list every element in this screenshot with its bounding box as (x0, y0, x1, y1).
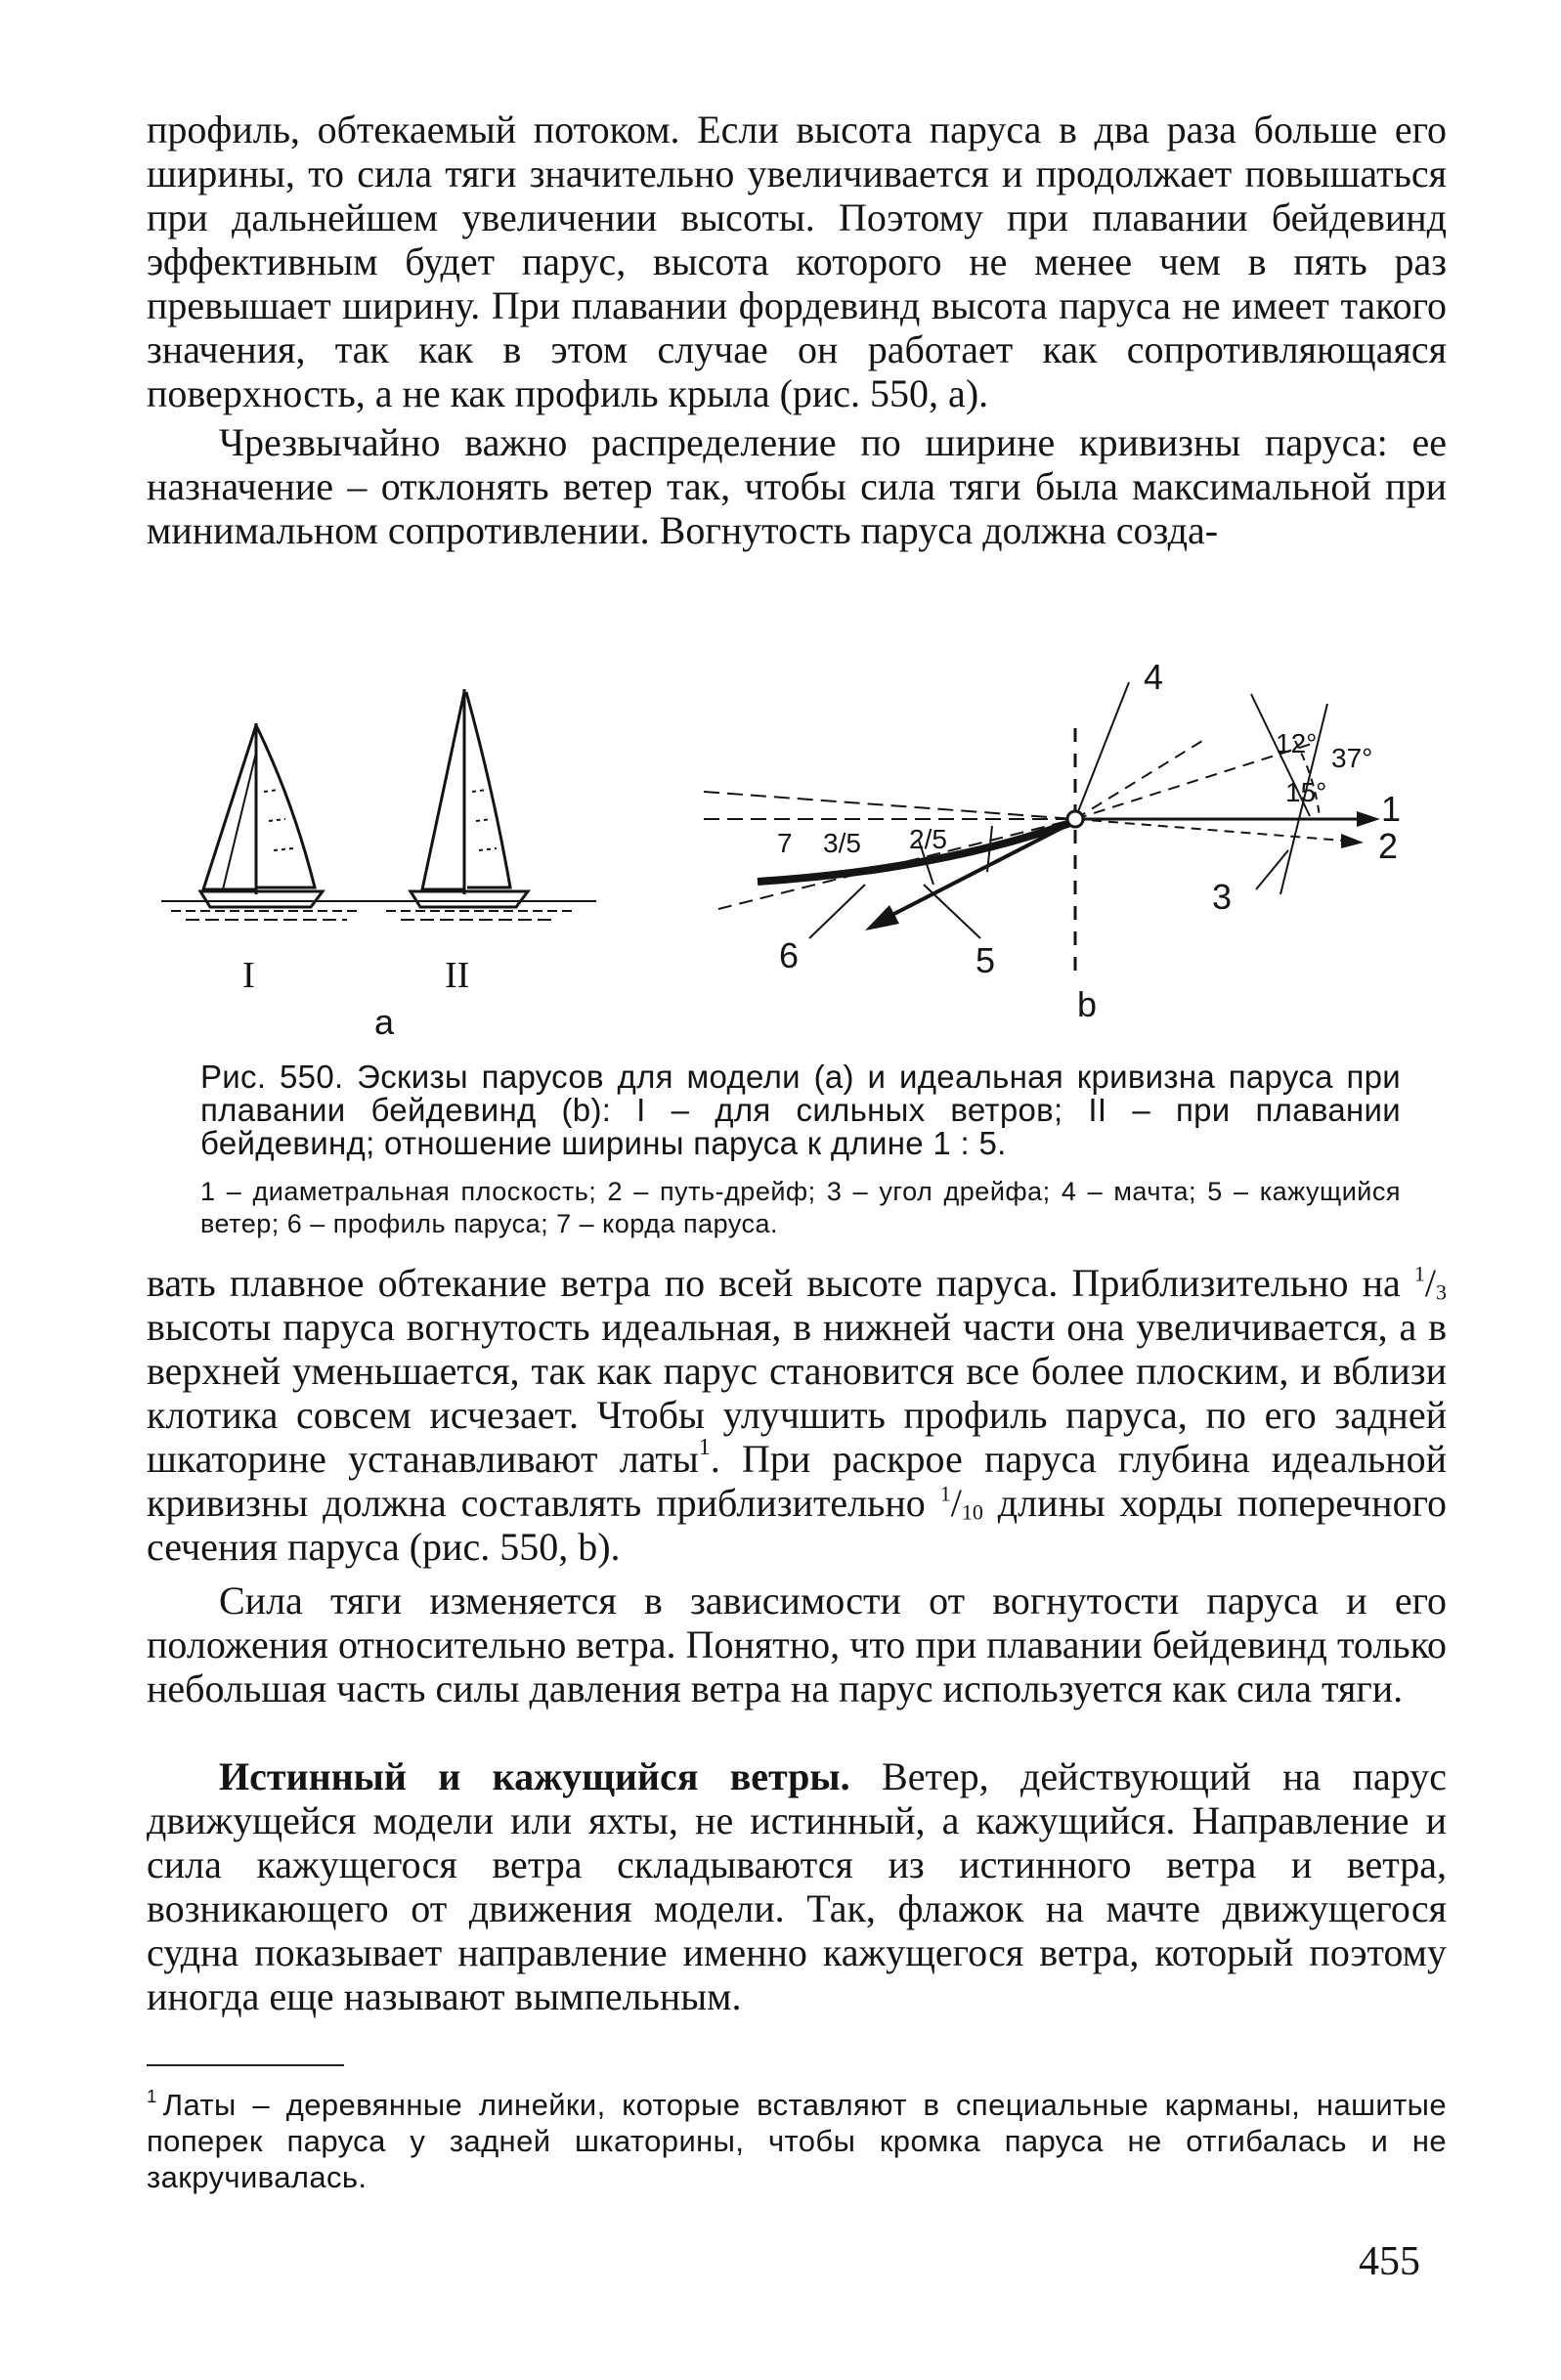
text-run: высоты паруса вогнутость идеальная, в нижней части она увеличивается, а в верхней уменьшается, так как парус становится все более плоским, и вблизи клотика совсем исчезает. Чтобы улучшить профиль паруса, по его задней шкаторине устанавливают латы (147, 1305, 1447, 1481)
fraction-one-tenth: $^1/_{10}$ (939, 1481, 983, 1525)
label-angle-12: 12° (1276, 728, 1318, 758)
paragraph-5 (147, 1754, 1447, 2018)
arrow-1-head (1357, 811, 1380, 827)
footnote-text: Латы – деревянные линейки, которые вставляют в специальные карманы, нашитые поперек паруса у задней шкаторины, чтобы кромка паруса не отгибалась и не закручивалась. (147, 2088, 1447, 2194)
label-angle-15: 15° (1285, 777, 1327, 807)
sail-sketch-I (161, 723, 381, 920)
panel-b-label: b (1077, 984, 1098, 1024)
label-5: 5 (976, 940, 996, 980)
hull (200, 891, 323, 907)
caption-legend: 1 – диаметральная плоскость; 2 – путь-дрейф; 3 – угол дрейфа; 4 – мачта; 5 – кажущийся ветер; 6 – профиль паруса; 7 – корда паруса. (200, 1177, 1401, 1238)
label-frac-3-5: 3/5 (823, 828, 861, 858)
figure-caption (200, 1060, 1401, 1267)
text-run: длины хорды поперечного сечения паруса (рис. 550, b). (147, 1481, 1447, 1569)
footnote-divider (147, 2064, 344, 2066)
text-run: Ветер, действующий на парус движущейся модели или яхты, не истинный, а кажущийся. Направление и сила кажущегося ветра складываются из истинного ветра и ветра, возникающего от движения модели. Так, флажок на мачте движущегося судна показывает направление именно кажущегося ветра, который поэтому иногда еще называют вымпельным. (147, 1754, 1447, 2018)
paragraph-3 (147, 1261, 1447, 1569)
page-number: 455 (1359, 2239, 1420, 2284)
sail-sketch-II (371, 689, 596, 920)
fraction-one-third: $^1/_3$ (1413, 1261, 1447, 1305)
label-angle-37: 37° (1331, 743, 1373, 773)
paragraph-2 (147, 420, 1447, 552)
fraction-denominator: 3 (1436, 1279, 1447, 1305)
label-1: 1 (1381, 789, 1402, 829)
paragraph-text: профиль, обтекаемый потоком. Если высота паруса в два раза больше его ширины, то сила тяги значительно увеличивается и продолжает повышаться при дальнейшем увеличении высоты. Поэтому при плавании бейдевинд эффективным будет парус, высота которого не менее чем в пять раз превышает ширину. При плавании фордевинд высота паруса не имеет такого значения, так как в этом случае он работает как сопротивляющаяся поверхность, а не как профиль крыла (рис. 550, а). (147, 108, 1447, 415)
text-run: . При раскрое паруса глубина идеальной кривизны должна составлять приблизительно (147, 1437, 1448, 1525)
label-I: I (242, 955, 255, 996)
caption-main: Рис. 550. Эскизы парусов для модели (а) и идеальная кривизна паруса при плавании бейдевинд (b): I – для сильных ветров; II – при плавании бейдевинд; отношение ширины паруса к длине 1 : 5. (200, 1059, 1401, 1161)
text-run: вать плавное обтекание ветра по всей высоте паруса. Приблизительно на (147, 1261, 1414, 1305)
label-frac-2-5: 2/5 (909, 824, 947, 854)
footnote-mark: 1 (147, 2085, 157, 2106)
paragraph-4 (147, 1579, 1447, 1710)
paragraph-text: Сила тяги изменяется в зависимости от вогнутости паруса и его положения относительно ветра. Понятно, что при плавании бейдевинд только небольшая часть силы давления ветра на парус используется как сила тяги. (147, 1579, 1447, 1710)
mast-pivot (1067, 811, 1083, 827)
panel-a-label: а (374, 1002, 395, 1042)
paragraph-1 (147, 108, 1447, 415)
footnote (147, 2087, 1447, 2195)
paragraph-text (147, 1754, 1447, 2018)
hull (411, 891, 528, 907)
mainsail-shape (422, 692, 464, 889)
footnote-reference: 1 (698, 1435, 711, 1460)
section-run-in-heading: Истинный и кажущийся ветры. (219, 1754, 850, 1798)
arrow-2-head (1341, 834, 1364, 848)
drift-line (1075, 819, 1344, 841)
figure-550 (0, 645, 1561, 1056)
fraction-numerator: 1 (939, 1481, 951, 1506)
label-7: 7 (777, 828, 793, 858)
fraction-denominator: 10 (961, 1499, 983, 1525)
jib-shape (256, 725, 315, 887)
paragraph-text (147, 1261, 1447, 1569)
fraction-numerator: 1 (1413, 1261, 1425, 1286)
mast-direction-line (1075, 682, 1129, 819)
paragraph-text: Чрезвычайно важно распределение по ширине кривизны паруса: ее назначение – отклонять ветер так, чтобы сила тяги была максимальной при минимальном сопротивлении. Вогнутость паруса должна созда- (147, 420, 1447, 552)
label-II: II (445, 955, 470, 996)
label-6: 6 (779, 935, 800, 975)
jib-shape (466, 692, 510, 887)
label-4: 4 (1144, 657, 1164, 697)
label-2: 2 (1378, 826, 1399, 866)
label-3: 3 (1212, 877, 1233, 917)
